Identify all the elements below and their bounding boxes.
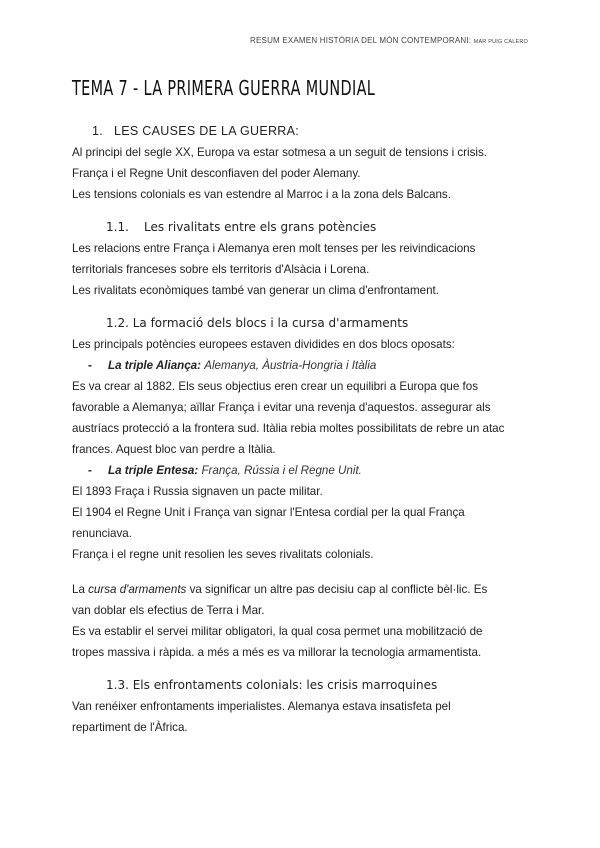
paragraph-line: repartiment de l'Àfrica. <box>72 721 188 734</box>
emphasis-term: cursa d'armaments <box>88 583 187 596</box>
paragraph-line: favorable a Alemanya; aïllar França i evitar una revenja d'aquestos. assegurar als <box>72 401 491 414</box>
section-heading-1-3: 1.3. Els enfrontaments colonials: les crisis marroquines <box>106 678 438 692</box>
paragraph-line: Es va crear al 1882. Els seus objectius eren crear un equilibri a Europa que fos <box>72 380 479 393</box>
bullet-dash: - <box>88 464 92 477</box>
paragraph-line <box>72 579 532 600</box>
paragraph-line: tropes massiva i ràpida. a més a més es va millorar la tecnologia armamentista. <box>72 646 482 659</box>
bloc-members: França, Rússia i el Regne Unit. <box>201 464 362 477</box>
paragraph-line: Van renéixer enfrontaments imperialistes. Alemanya estava insatisfeta pel <box>72 700 451 713</box>
paragraph-line: Les relacions entre França i Alemanya eren molt tenses per les reivindicacions <box>72 242 476 255</box>
paragraph-line: El 1893 Fraça i Russia signaven un pacte militar. <box>72 485 323 498</box>
paragraph-line: van doblar els efectius de Terra i Mar. <box>72 604 265 617</box>
text-run: La <box>72 583 89 596</box>
text-run: va significar un altre pas decisiu cap al conflicte bèl·lic. Es <box>186 583 488 596</box>
bullet-triple-alliance <box>88 355 532 376</box>
section-heading-1 <box>92 120 532 142</box>
paragraph-line: renunciava. <box>72 527 132 540</box>
page-title: TEMA 7 - LA PRIMERA GUERRA MUNDIAL <box>72 76 376 100</box>
running-title: RESUM EXAMEN HISTÒRIA DEL MÓN CONTEMPORANI: <box>250 36 474 45</box>
section-title: Les rivalitats entre els grans potències <box>144 220 377 234</box>
paragraph-line: Al principi del segle XX, Europa va estar sotmesa a un seguit de tensions i crisis. <box>72 146 488 159</box>
author-name: MAR PUIG CALERO <box>473 39 528 45</box>
paragraph-line: territorials franceses sobre els territoris d'Alsàcia i Lorena. <box>72 263 370 276</box>
section-number: 1. <box>92 124 104 138</box>
running-header <box>250 36 528 45</box>
bullet-triple-entente <box>88 460 532 481</box>
bloc-name: La triple Entesa: <box>108 464 199 477</box>
section-heading-1-1 <box>106 216 532 238</box>
paragraph-line: França i el Regne Unit desconfiaven del poder Alemany. <box>72 167 361 180</box>
paragraph-line: El 1904 el Regne Unit i França van signar l'Entesa cordial per la qual França <box>72 506 465 519</box>
paragraph-line: Les rivalitats econòmiques també van generar un clima d'enfrontament. <box>72 284 439 297</box>
paragraph-line: Es va establir el servei militar obligatori, la qual cosa permet una mobilització de <box>72 625 483 638</box>
section-heading-1-2: 1.2. La formació dels blocs i la cursa d'armaments <box>106 316 409 330</box>
bloc-members: Alemanya, Àustria-Hongria i Itàlia <box>204 359 377 372</box>
bullet-dash: - <box>88 359 92 372</box>
document-body <box>72 120 532 738</box>
paragraph-line: Les principals potències europees estaven dividides en dos blocs oposats: <box>72 338 455 351</box>
section-number: 1.1. <box>106 220 129 234</box>
paragraph-line: frances. Aquest bloc van perdre a Itàlia. <box>72 443 276 456</box>
bloc-name: La triple Aliança: <box>108 359 201 372</box>
paragraph-line: França i el regne unit resolien les seves rivalitats colonials. <box>72 548 374 561</box>
section-title: LES CAUSES DE LA GUERRA: <box>114 124 300 138</box>
paragraph-line: austríacs protecció a la frontera sud. Itàlia rebia moltes possibilitats de rebre un atac <box>72 422 505 435</box>
paragraph-line: Les tensions colonials es van estendre al Marroc i a la zona dels Balcans. <box>72 188 451 201</box>
